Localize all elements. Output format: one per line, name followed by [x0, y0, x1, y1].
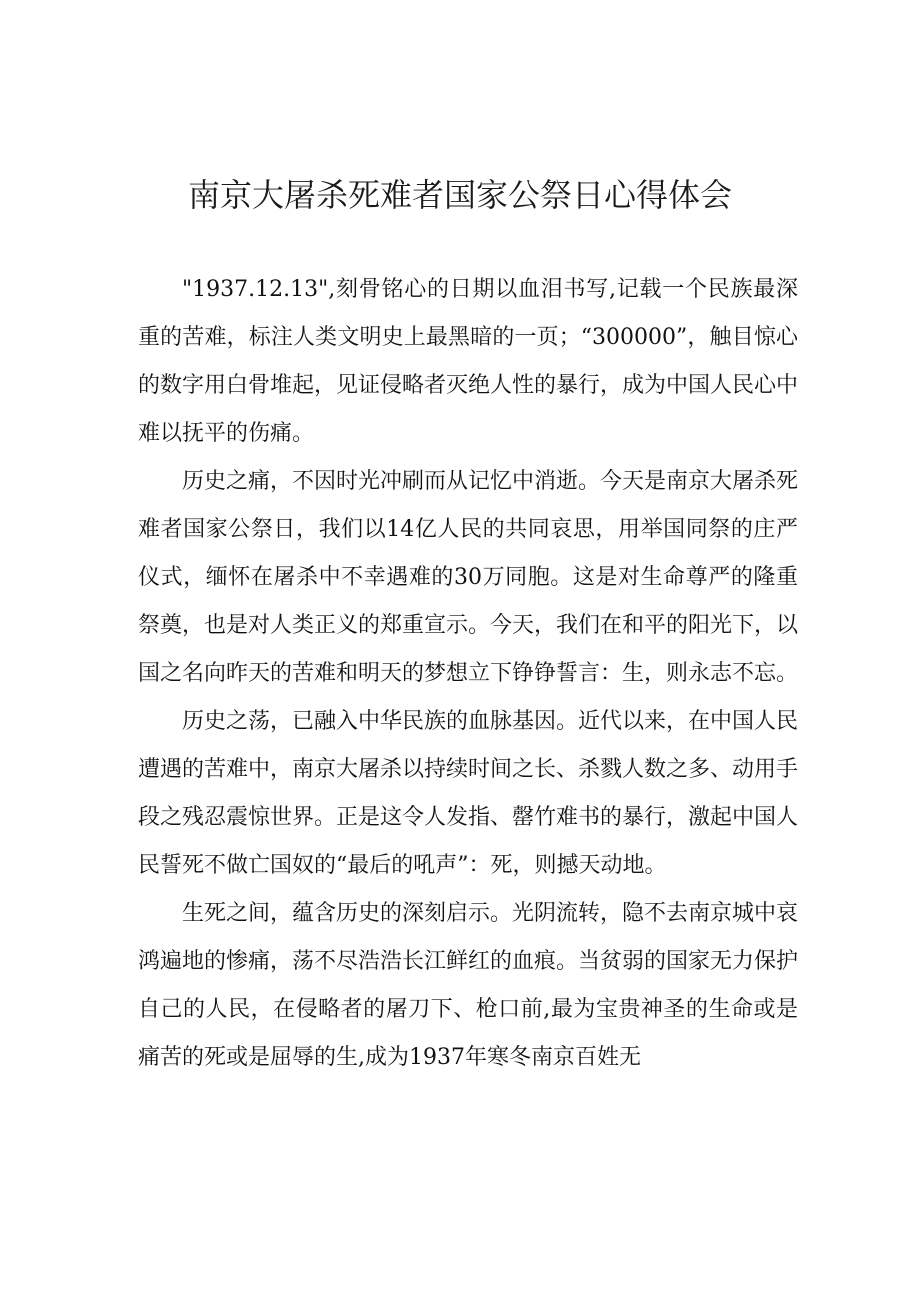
paragraph-2: 历史之痛，不因时光冲刷而从记忆中消逝。今天是南京大屠杀死难者国家公祭日，我们以14亿人民的共同哀思，用举国同祭的庄严仪式，缅怀在屠杀中不幸遇难的30万同胞。这是对生命尊严的隆重祭奠，也是对人类正义的郑重宣示。今天，我们在和平的阳光下，以国之名向昨天的苦难和明天的梦想立下铮铮誓言：生，则永志不忘。 [138, 469, 799, 686]
paragraph-4: 生死之间，蕴含历史的深刻启示。光阴流转，隐不去南京城中哀鸿遍地的惨痛，荡不尽浩浩长江鲜红的血痕。当贫弱的国家无力保护自己的人民，在侵略者的屠刀下、枪口前,最为宝贵神圣的生命或是痛苦的死或是屈辱的生,成为1937年寒冬南京百姓无 [138, 901, 799, 1070]
document-body [138, 266, 798, 1082]
paragraph-3: 历史之荡，已融入中华民族的血脉基因。近代以来，在中国人民遭遇的苦难中，南京大屠杀以持续时间之长、杀戮人数之多、动用手段之残忍震惊世界。正是这令人发指、罄竹难书的暴行，激起中国人民誓死不做亡国奴的“最后的吼声”：死，则撼天动地。 [138, 709, 799, 878]
page-title: 南京大屠杀死难者国家公祭日心得体会 [187, 176, 732, 214]
paragraph-1: "1937.12.13",刻骨铭心的日期以血泪书写,记载一个民族最深重的苦难，标注人类文明史上最黑暗的一页；“300000”，触目惊心的数字用白骨堆起，见证侵略者灭绝人性的暴行，成为中国人民心中难以抚平的伤痛。 [138, 277, 799, 446]
